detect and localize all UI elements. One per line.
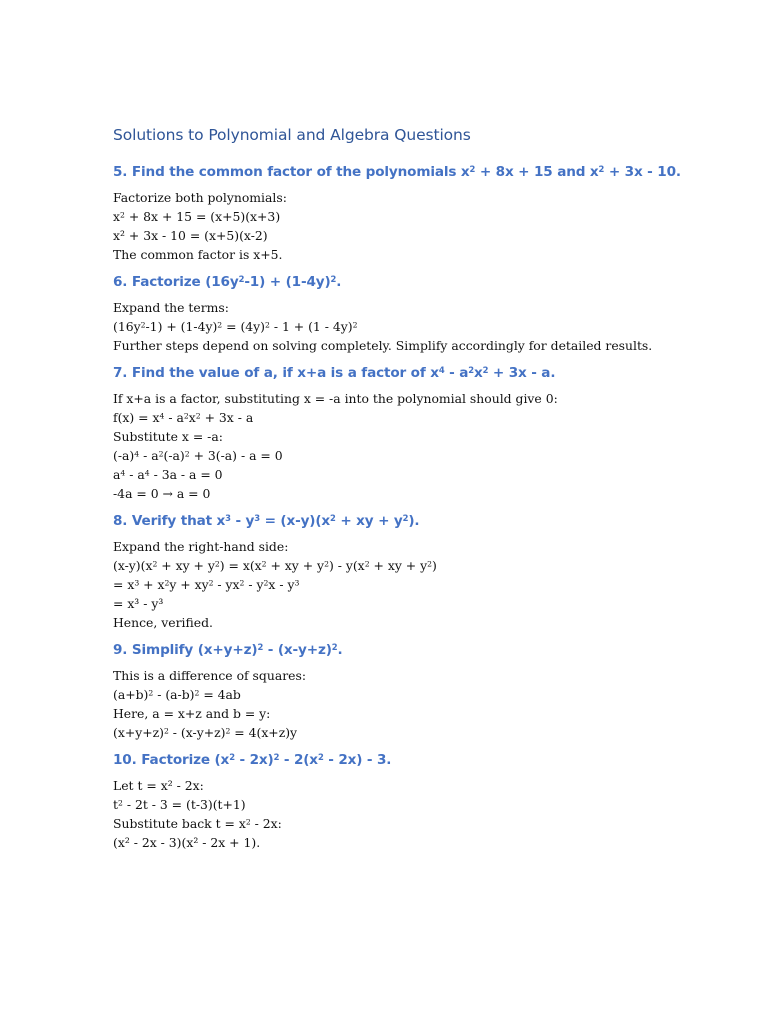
superscript: 2: [152, 559, 158, 569]
superscript: 2: [598, 164, 605, 175]
solution-line: Expand the right-hand side:: [113, 539, 289, 554]
solution-line: Let t = x² - 2x:: [113, 778, 204, 793]
superscript: 2: [163, 726, 169, 736]
solution-line: (x² - 2x - 3)(x² - 2x + 1).: [113, 835, 261, 850]
superscript: 2: [217, 320, 223, 330]
solution-line: Here, a = x+z and b = y:: [113, 706, 271, 721]
superscript: 3: [294, 578, 300, 588]
solution-line: = x³ - y³: [113, 596, 164, 611]
solution-line: $(a+b)^2 - (a-b)^2 = 4ab$: [113, 687, 241, 702]
document-title: Solutions to Polynomial and Algebra Questions: [113, 126, 471, 144]
question-7: [113, 364, 733, 503]
solution-line: $t^2 - 2t - 3 = (t-3)(t+1)$: [113, 797, 246, 812]
question-9: [113, 641, 733, 742]
superscript: 2: [317, 752, 324, 763]
superscript: 2: [331, 642, 338, 653]
superscript: 4: [120, 468, 126, 478]
superscript: 2: [245, 817, 251, 827]
solution-line: Substitute back $t = x^2 - 2x$:: [113, 816, 282, 831]
superscript: 2: [120, 210, 125, 220]
solution-line: x² + 3x - 10 = (x+5)(x-2): [113, 228, 268, 243]
superscript: 2: [225, 726, 231, 736]
superscript: 3: [134, 578, 140, 588]
solution-line: $f(x) = x^4 - a^2x^2 + 3x - a$: [113, 410, 254, 425]
solution-line: The common factor is x+5.: [113, 247, 283, 262]
solution-line: -4a = 0 → a = 0: [113, 486, 211, 501]
superscript: 2: [482, 365, 489, 376]
superscript: 2: [402, 513, 409, 524]
solution-line: Factorize both polynomials:: [113, 190, 287, 205]
superscript: 2: [330, 274, 337, 285]
question-9-heading: 9. Simplify $(x+y+z)^2 - (x-y+z)^2$.: [113, 642, 343, 658]
superscript: 2: [273, 752, 280, 763]
superscript: 2: [194, 688, 200, 698]
superscript: 4: [144, 468, 150, 478]
superscript: 2: [330, 513, 336, 524]
superscript: 4: [438, 365, 445, 376]
superscript: 2: [164, 578, 170, 588]
solution-line: = $x^3 + x^2y + xy^2 - yx^2 - y^2x - y^3$: [113, 577, 300, 592]
solution-line: If x+a is a factor, substituting x = -a into the polynomial should give 0:: [113, 391, 558, 406]
question-7-heading: 7. Find the value of a, if x+a is a factor of $x^4 - a^2x^2 + 3x - a$.: [113, 365, 556, 381]
superscript: 2: [265, 320, 270, 330]
superscript: 2: [229, 752, 235, 763]
question-8: [113, 512, 733, 632]
question-5-heading: 5. Find the common factor of the polynomials $x^2 + 8x + 15$ and $x^2 + 3x - 10$.: [113, 164, 681, 180]
solution-line: $a^4 - a^4 - 3a - a = 0$: [113, 467, 223, 482]
solution-line: This is a difference of squares:: [113, 668, 306, 683]
superscript: 2: [364, 559, 370, 569]
superscript: 2: [184, 449, 190, 459]
question-8-heading: 8. Verify that $x^3 - y^3 = (x-y)(x^2$ + xy + $y^2$).: [113, 513, 420, 529]
solution-line: $(x+y+z)^2 - (x-y+z)^2 = 4(x+z)y$: [113, 725, 298, 740]
superscript: 2: [158, 449, 164, 459]
superscript: 4: [159, 411, 165, 421]
question-5: [113, 163, 733, 264]
superscript: 2: [238, 274, 245, 285]
question-6-heading: 6. Factorize $(16y^2-1) + (1-4y)^2$.: [113, 274, 342, 290]
superscript: 2: [195, 411, 201, 421]
superscript: 2: [117, 798, 123, 808]
solution-line: Further steps depend on solving completely. Simplify accordingly for detailed results.: [113, 338, 653, 353]
question-6: [113, 273, 733, 355]
superscript: 2: [261, 559, 267, 569]
superscript: 3: [225, 513, 231, 524]
superscript: 2: [469, 164, 476, 175]
superscript: 2: [148, 688, 154, 698]
superscript: 4: [134, 449, 140, 459]
superscript: 2: [183, 411, 189, 421]
superscript: 2: [427, 559, 432, 569]
question-10-heading: 10. Factorize $(x^2 - 2x)^2 - 2(x^2 - 2x) - 3$.: [113, 752, 392, 768]
solution-line: $(-a)^4 - a^2(-a)^2 + 3(-a) - a = 0$: [113, 448, 283, 463]
superscript: 2: [208, 578, 214, 588]
solution-line: Hence, verified.: [113, 615, 213, 630]
superscript: 2: [324, 559, 329, 569]
document-page: [113, 124, 733, 861]
superscript: 2: [140, 320, 146, 330]
superscript: 2: [257, 642, 264, 653]
solution-line: $(16y^2-1) + (1-4y)^2 = (4y)^2 - 1 + (1 - 4y)^2$: [113, 319, 358, 334]
superscript: 2: [263, 578, 269, 588]
superscript: 2: [239, 578, 245, 588]
solution-line: Substitute x = -a:: [113, 429, 223, 444]
solution-line: Expand the terms:: [113, 300, 229, 315]
solution-line: $(x-y)(x^2$ + xy + $y^2) = x(x^2$ + xy + $y^2) - y(x^2$ + xy + $y^2$): [113, 558, 437, 573]
question-10: [113, 751, 733, 852]
superscript: 2: [352, 320, 358, 330]
superscript: 2: [468, 365, 474, 376]
superscript: 2: [214, 559, 220, 569]
solution-line: $x^2 + 8x + 15 = (x+5)(x+3)$: [113, 209, 281, 224]
superscript: 3: [254, 513, 260, 524]
